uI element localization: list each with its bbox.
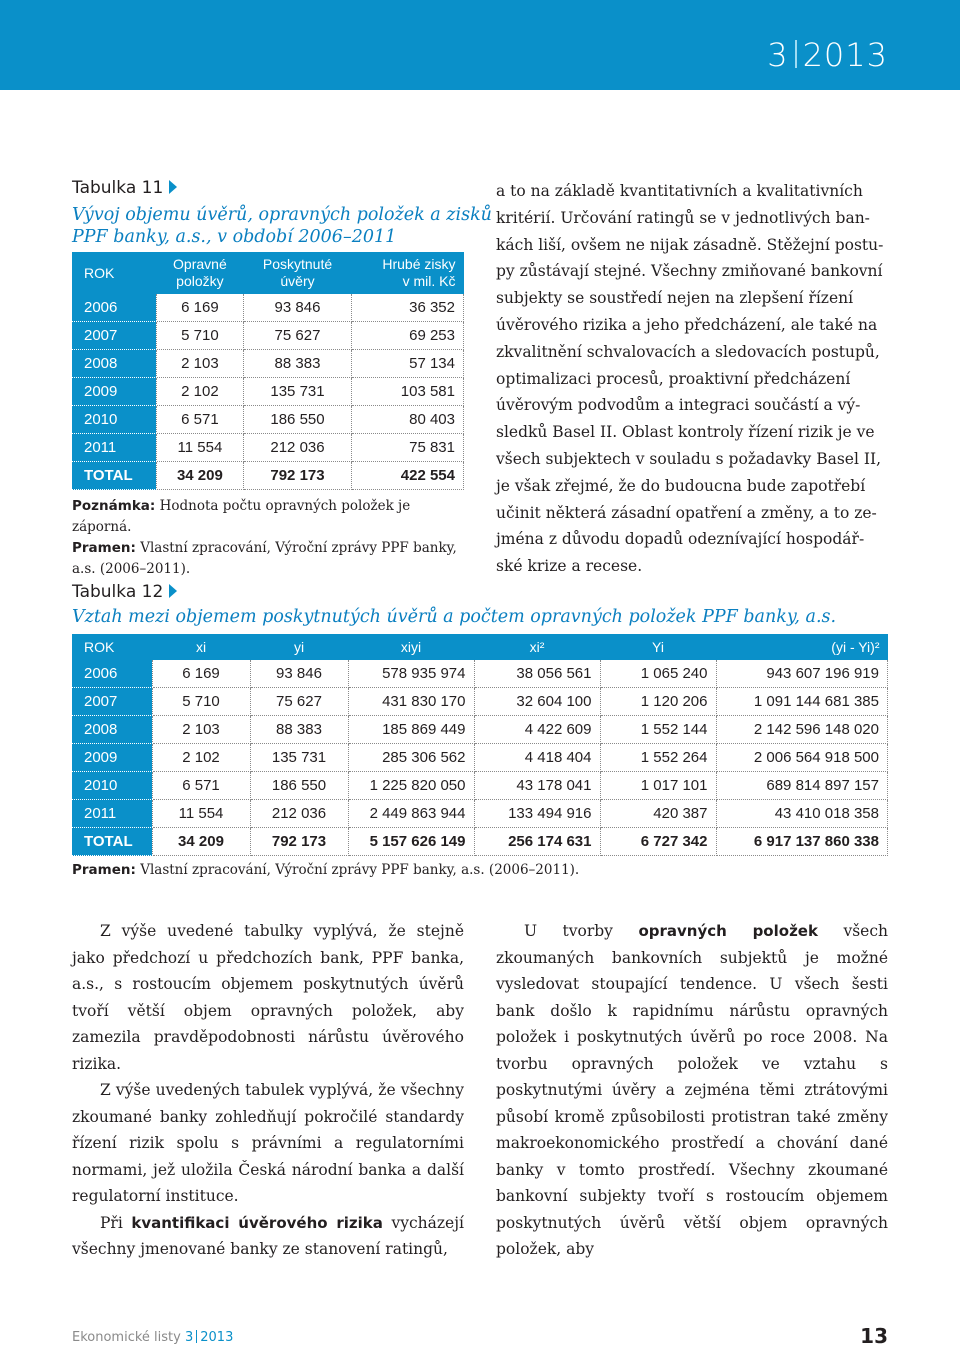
year-cell: 2009: [72, 378, 156, 406]
header-line: Hrubé zisky: [382, 256, 456, 272]
text-line: všech subjektech v souladu s požadavky Basel II,: [496, 449, 882, 468]
table-cell: 6 571: [156, 406, 244, 434]
table12-caption-text: Tabulka 12: [72, 582, 164, 602]
table-cell: 5 710: [156, 322, 244, 350]
paragraph: Z výše uvedených tabulek vyplývá, že všechny zkoumané banky zohledňují pokročilé standardy řízení rizik spolu s právními a regulatorními normami, jež uložila Česká národní banka a další regulatorní instituce.: [72, 1081, 464, 1205]
table11-source: [72, 538, 472, 559]
table-row: [72, 744, 888, 772]
year-cell: 2009: [72, 744, 152, 772]
header-yi: yi: [250, 634, 348, 660]
text-line: úvěrovým podvodům a integraci součástí a vý-: [496, 396, 861, 415]
table-cell: 5 157 626 149: [348, 828, 474, 856]
year-cell: 2008: [72, 350, 156, 378]
page-number: 13: [860, 1324, 888, 1348]
year-cell: 2010: [72, 772, 152, 800]
source-label: Pramen:: [72, 862, 136, 878]
table11-header-row: [72, 252, 464, 294]
table-cell: 1 552 264: [600, 744, 716, 772]
table-row: [72, 660, 888, 688]
table12-caption: [72, 582, 177, 602]
table-cell: 34 209: [152, 828, 250, 856]
text-line: ské krize a recese.: [496, 557, 643, 576]
header-hrube-zisky: [351, 252, 463, 294]
table-cell: 689 814 897 157: [716, 772, 888, 800]
note-label: Poznámka:: [72, 498, 156, 514]
table-cell: 2 006 564 918 500: [716, 744, 888, 772]
note-text: Hodnota počtu opravných položek je záporná.: [72, 498, 411, 535]
table-cell: 135 731: [244, 378, 351, 406]
text-line: optimalizaci procesů, proaktivní předcházení: [496, 369, 851, 388]
text-line: sledků Basel II. Oblast kontroly řízení rizik je ve: [496, 423, 875, 442]
header-Yi: Yi: [600, 634, 716, 660]
table-cell: 285 306 562: [348, 744, 474, 772]
text-line: subjekty se soustředí nejen na zlepšení řízení: [496, 289, 854, 308]
text-line: zkvalitnění schvalovacích a sledovacích postupů,: [496, 342, 880, 361]
table-cell: 11 554: [152, 800, 250, 828]
text-line: py zůstávají stejné. Všechny zmiňované bankovní: [496, 262, 883, 281]
text-line: a to na základě kvantitativních a kvalitativních: [496, 182, 863, 200]
table-cell: 422 554: [351, 462, 463, 490]
table-row: [72, 378, 464, 406]
bottom-left-column: [72, 918, 464, 1263]
paragraph-text: U tvorby: [524, 922, 613, 940]
table-cell: 93 846: [244, 294, 351, 322]
header-line: položky: [176, 273, 224, 289]
table-cell: 1 065 240: [600, 660, 716, 688]
table-cell: 2 103: [152, 716, 250, 744]
table12: [72, 634, 888, 856]
paragraph: [72, 1210, 464, 1263]
table-cell: 1 120 206: [600, 688, 716, 716]
table-cell: 38 056 561: [474, 660, 600, 688]
table-cell: 578 935 974: [348, 660, 474, 688]
table11-caption: [72, 178, 177, 198]
table-cell: 6 727 342: [600, 828, 716, 856]
total-label: TOTAL: [72, 828, 152, 856]
table-cell: 2 102: [156, 378, 244, 406]
header-xi2: xi²: [474, 634, 600, 660]
table-row: [72, 350, 464, 378]
caption-arrow-icon: [169, 584, 177, 598]
table11-subtitle-line: PPF banky, a.s., v období 2006–2011: [72, 227, 397, 247]
header-rok: ROK: [72, 634, 152, 660]
table11-subtitle: [72, 204, 492, 248]
year-cell: 2006: [72, 660, 152, 688]
header-residual: (yi - Yi)²: [716, 634, 888, 660]
bottom-right-column: [496, 918, 888, 1263]
table-cell: 6 917 137 860 338: [716, 828, 888, 856]
total-label: TOTAL: [72, 462, 156, 490]
header-line: Opravné: [173, 256, 227, 272]
source-label: Pramen:: [72, 540, 136, 556]
table-cell: 5 710: [152, 688, 250, 716]
footer-issue-number: 3: [184, 1330, 194, 1345]
caption-arrow-icon: [169, 180, 177, 194]
table-row: [72, 688, 888, 716]
year-cell: 2008: [72, 716, 152, 744]
issue-divider: [795, 40, 797, 68]
table-cell: 1 017 101: [600, 772, 716, 800]
table11-caption-text: Tabulka 11: [72, 178, 164, 198]
table-cell: 943 607 196 919: [716, 660, 888, 688]
total-row: [72, 828, 888, 856]
table-cell: 43 178 041: [474, 772, 600, 800]
table11-note: [72, 496, 472, 538]
table-cell: 420 387: [600, 800, 716, 828]
text-line: kách liší, ovšem ne nijak zásadně. Stěžejní postu-: [496, 235, 884, 254]
table-cell: 6 169: [156, 294, 244, 322]
table-cell: 212 036: [244, 434, 351, 462]
table-cell: 43 410 018 358: [716, 800, 888, 828]
year-cell: 2011: [72, 434, 156, 462]
table-cell: 103 581: [351, 378, 463, 406]
table-cell: 256 174 631: [474, 828, 600, 856]
paragraph-text: vycházejí všechny jmenované banky ze stanovení ratingů,: [72, 1213, 464, 1258]
table-cell: 93 846: [250, 660, 348, 688]
footer-issue-year: 2013: [200, 1330, 234, 1345]
table-cell: 185 869 449: [348, 716, 474, 744]
table-cell: 1 225 820 050: [348, 772, 474, 800]
table-cell: 34 209: [156, 462, 244, 490]
table-cell: 69 253: [351, 322, 463, 350]
table-cell: 11 554: [156, 434, 244, 462]
table11: [72, 252, 464, 490]
table-cell: 133 494 916: [474, 800, 600, 828]
table-cell: 88 383: [244, 350, 351, 378]
text-line: úvěrového rizika a jeho předcházení, ale také na: [496, 315, 878, 334]
table-cell: 6 169: [152, 660, 250, 688]
table12-subtitle: Vztah mezi objemem poskytnutých úvěrů a počtem opravných položek PPF banky, a.s.: [72, 607, 837, 627]
table-row: [72, 406, 464, 434]
footer-divider: [196, 1330, 197, 1343]
paragraph: [496, 918, 888, 1263]
header-rok: ROK: [72, 252, 156, 294]
table-cell: 4 418 404: [474, 744, 600, 772]
table-cell: 75 627: [250, 688, 348, 716]
header-line: úvěry: [280, 273, 315, 289]
header-line: Poskytnuté: [262, 256, 333, 272]
paragraph-text: Při: [100, 1213, 123, 1232]
header-xi: xi: [152, 634, 250, 660]
table-row: [72, 800, 888, 828]
table-cell: 2 103: [156, 350, 244, 378]
year-cell: 2011: [72, 800, 152, 828]
table-cell: 75 831: [351, 434, 463, 462]
table-cell: 2 142 596 148 020: [716, 716, 888, 744]
table-cell: 88 383: [250, 716, 348, 744]
issue-label: [767, 36, 888, 74]
text-line: jména z důvodu dopadů odeznívající hospodář-: [496, 530, 865, 549]
table-cell: 2 449 863 944: [348, 800, 474, 828]
table-cell: 32 604 100: [474, 688, 600, 716]
footer-journal: [72, 1330, 233, 1345]
source-text: Vlastní zpracování, Výroční zprávy PPF banky,: [140, 540, 457, 556]
issue-number: 3: [767, 36, 789, 74]
year-cell: 2010: [72, 406, 156, 434]
source-text: a.s. (2006–2011).: [72, 561, 191, 577]
table-row: [72, 322, 464, 350]
table12-header-row: [72, 634, 888, 660]
text-line: kritérií. Určování ratingů se v jednotlivých ban-: [496, 208, 870, 227]
journal-name: Ekonomické listy: [72, 1330, 181, 1345]
right-column-top-text: [496, 178, 888, 580]
table-cell: 1 091 144 681 385: [716, 688, 888, 716]
table-row: [72, 294, 464, 322]
text-line: je však zřejmé, že do budoucna bude zapotřebí: [496, 476, 866, 495]
table11-notes: [72, 496, 472, 580]
table12-source: [72, 860, 888, 881]
emphasis-text: opravných položek: [638, 922, 818, 940]
table-cell: 6 571: [152, 772, 250, 800]
header-opravne-polozky: [156, 252, 244, 294]
header-poskytnute-uvery: [244, 252, 351, 294]
table-cell: 2 102: [152, 744, 250, 772]
table-cell: 57 134: [351, 350, 463, 378]
table-cell: 4 422 609: [474, 716, 600, 744]
table-cell: 212 036: [250, 800, 348, 828]
issue-year: 2013: [802, 36, 888, 74]
table-cell: 431 830 170: [348, 688, 474, 716]
emphasis-text: kvantifikaci úvěrového rizika: [131, 1213, 383, 1232]
table-row: [72, 434, 464, 462]
year-cell: 2006: [72, 294, 156, 322]
header-xiyi: xiyi: [348, 634, 474, 660]
paragraph-text: všech zkoumaných bankovních subjektů je možné vysledovat stoupající tendence. U všech šesti bank došlo k rapidnímu nárůstu opravných položek i poskytnutých úvěrů po roce 2008. Na tvorbu opravných položek ve vztahu s poskytnutými úvěry a zejména těmi ztrátovými působí kromě způsobilosti protistran také změny makroekonomického prostředí a chování dané banky v tomto prostředí. Všechny zkoumané bankovní subjekty tvoří s rostoucím objemem poskytnutých úvěrů větší objem opravných položek, aby: [496, 922, 888, 1258]
table-cell: 135 731: [250, 744, 348, 772]
table-cell: 186 550: [250, 772, 348, 800]
table-cell: 80 403: [351, 406, 463, 434]
table-row: [72, 772, 888, 800]
table-cell: 792 173: [250, 828, 348, 856]
paragraph: Z výše uvedené tabulky vyplývá, že stejně jako předchozí u předchozích bank, PPF banka, a.s., s rostoucím objemem poskytnutých úvěrů tvoří větší objem opravných položek, aby zamezila pravděpodobnosti nárůstu úvěrového rizika.: [72, 922, 464, 1073]
table-cell: 36 352: [351, 294, 463, 322]
table-cell: 1 552 144: [600, 716, 716, 744]
year-cell: 2007: [72, 688, 152, 716]
text-line: učinit některá zásadní opatření a změny, a to ze-: [496, 503, 877, 522]
table11-subtitle-line: Vývoj objemu úvěrů, opravných položek a zisků: [72, 205, 492, 225]
header-line: v mil. Kč: [402, 273, 456, 289]
table-cell: 186 550: [244, 406, 351, 434]
total-row: [72, 462, 464, 490]
table-cell: 75 627: [244, 322, 351, 350]
year-cell: 2007: [72, 322, 156, 350]
source-text: Vlastní zpracování, Výroční zprávy PPF banky, a.s. (2006–2011).: [140, 862, 580, 878]
table-cell: 792 173: [244, 462, 351, 490]
table-row: [72, 716, 888, 744]
